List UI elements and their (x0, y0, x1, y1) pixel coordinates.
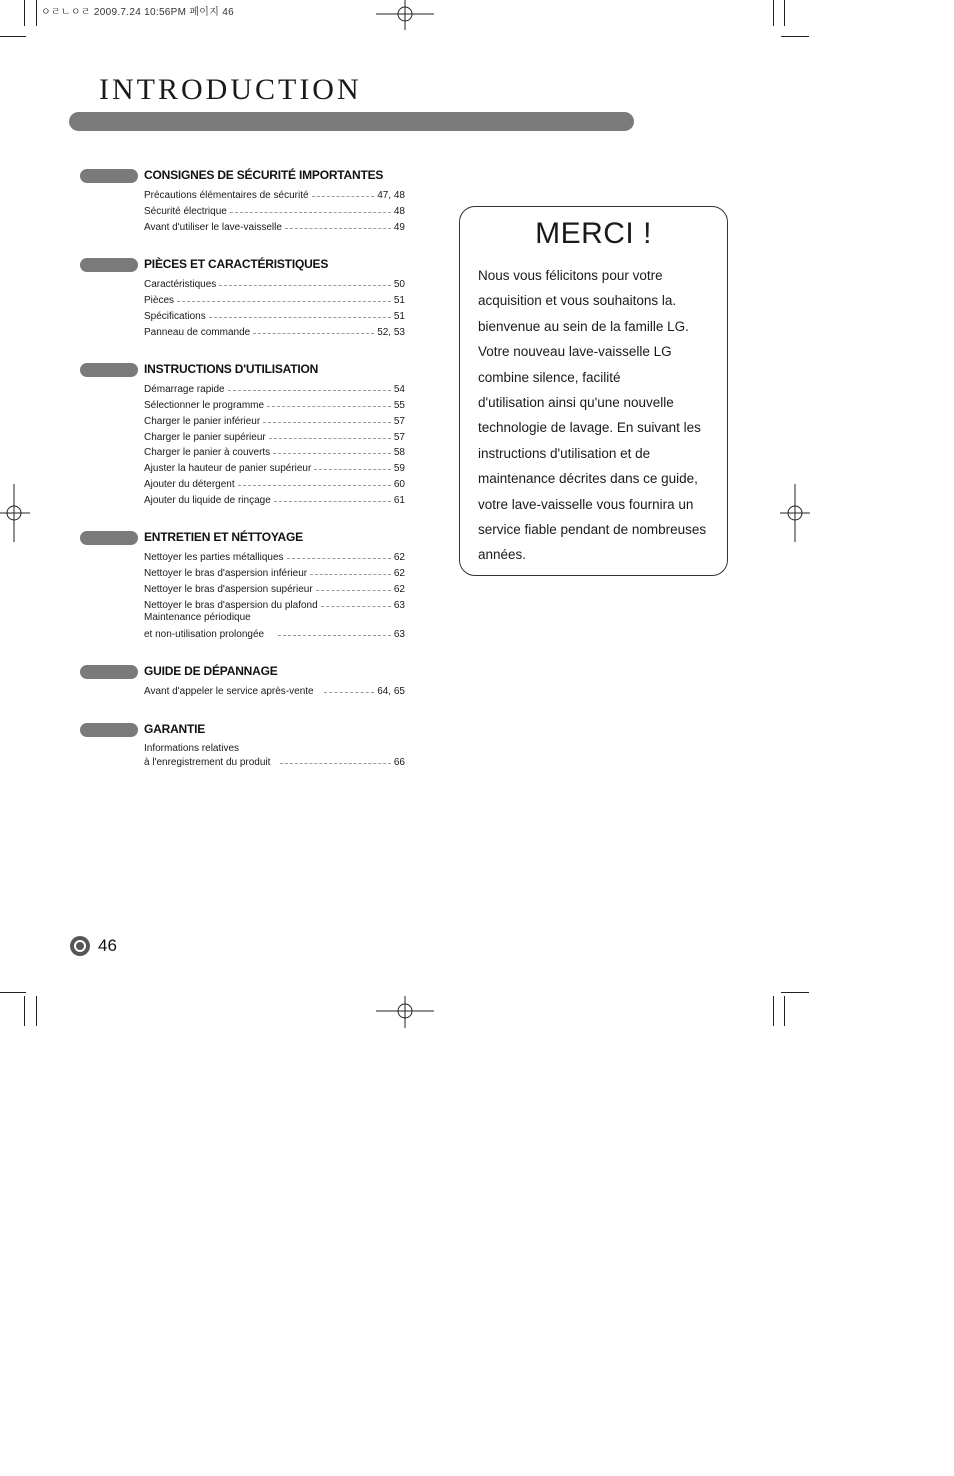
toc-entry-page: 58 (393, 446, 405, 458)
dot-leader (269, 438, 391, 439)
merci-line: service fiable pendant de nombreuses (478, 522, 707, 538)
toc-entry[interactable] (144, 755, 405, 769)
section-pill (80, 258, 138, 272)
crop-mark (784, 996, 785, 1026)
toc-entry-text: Nettoyer le bras d'aspersion du plafond (144, 599, 318, 611)
section-pill (80, 665, 138, 679)
toc-entry-text: Nettoyer les parties métalliques (144, 551, 284, 563)
toc-entry[interactable] (144, 566, 405, 580)
crop-mark (781, 992, 809, 993)
toc-entry[interactable] (144, 414, 405, 428)
dot-leader (263, 422, 391, 423)
dot-leader (312, 196, 375, 197)
toc-entry[interactable] (144, 382, 405, 396)
dot-leader (321, 606, 391, 607)
toc-entry-text: Avant d'appeler le service après-vente (144, 685, 314, 697)
toc-entry-text: à l'enregistrement du produit (144, 756, 271, 768)
dot-leader (314, 469, 391, 470)
crop-mark (773, 0, 774, 26)
crop-mark (24, 996, 25, 1026)
merci-title: MERCI ! (535, 217, 652, 250)
toc-entry-page: 57 (393, 431, 405, 443)
page-title: INTRODUCTION (99, 73, 362, 106)
dot-leader (267, 406, 391, 407)
crop-mark (24, 0, 25, 26)
section-heading: INSTRUCTIONS D'UTILISATION (144, 362, 319, 376)
toc-entry-text-line: Maintenance périodique (144, 612, 251, 623)
toc-entry-text: Ajouter du liquide de rinçage (144, 494, 271, 506)
toc-entry-text: Charger le panier inférieur (144, 415, 261, 427)
registration-mark-icon (780, 484, 810, 542)
toc-entry[interactable] (144, 493, 405, 507)
toc-entry[interactable] (144, 309, 405, 323)
section-pill (80, 169, 138, 183)
dot-leader (278, 635, 391, 636)
toc-entry-page: 47, 48 (377, 189, 405, 201)
toc-entry[interactable] (144, 550, 405, 564)
toc-entry[interactable] (144, 293, 405, 307)
toc-entry[interactable] (144, 461, 405, 475)
toc-entry-page: 49 (393, 221, 405, 233)
merci-line: bienvenue au sein de la famille LG. (478, 318, 689, 334)
merci-line: années. (478, 547, 527, 563)
toc-entry[interactable] (144, 398, 405, 412)
toc-entry-text: Nettoyer le bras d'aspersion inférieur (144, 567, 308, 579)
dot-leader (177, 301, 391, 302)
toc-entry[interactable] (144, 445, 405, 459)
title-bar (69, 112, 634, 131)
toc-entry-text: Nettoyer le bras d'aspersion supérieur (144, 583, 313, 595)
merci-line: acquisition et vous souhaitons la. (478, 293, 677, 309)
dot-leader (273, 453, 391, 454)
toc-entry-page: 66 (393, 756, 405, 768)
dot-leader (219, 285, 391, 286)
toc-entry-text: Charger le panier supérieur (144, 431, 266, 443)
dot-leader (324, 692, 375, 693)
toc-entry-text: Panneau de commande (144, 326, 251, 338)
toc-entry-text: Sélectionner le programme (144, 399, 265, 411)
toc-entry-text: Spécifications (144, 310, 206, 322)
lg-logo-icon (70, 936, 90, 956)
dot-leader (274, 501, 391, 502)
toc-entry-page: 50 (393, 278, 405, 290)
toc-entry[interactable] (144, 220, 405, 234)
toc-entry-text: Avant d'utiliser le lave-vaisselle (144, 221, 282, 233)
dot-leader (280, 763, 390, 764)
crop-mark (0, 36, 26, 37)
toc-entry[interactable] (144, 477, 405, 491)
dot-leader (287, 558, 391, 559)
toc-entry-page: 54 (393, 383, 405, 395)
merci-box (459, 206, 728, 576)
section-heading: PIÈCES ET CARACTÉRISTIQUES (144, 257, 329, 271)
toc-entry-text: Charger le panier à couverts (144, 446, 271, 458)
toc-entry[interactable] (144, 627, 405, 641)
toc-entry-page: 62 (393, 583, 405, 595)
toc-entry-page: 59 (393, 462, 405, 474)
toc-entry-text: Caractéristiques (144, 278, 217, 290)
toc-entry[interactable] (144, 325, 405, 339)
toc-entry-page: 48 (393, 205, 405, 217)
registration-mark-icon (376, 0, 434, 30)
toc-entry-page: 64, 65 (377, 685, 405, 697)
merci-text (478, 263, 723, 568)
merci-line: combine silence, facilité (478, 369, 621, 385)
toc-entry[interactable] (144, 430, 405, 444)
merci-line: instructions d'utilisation et de (478, 445, 651, 461)
crop-mark (773, 996, 774, 1026)
toc-entry-page: 60 (393, 478, 405, 490)
toc-entry-text-line: Informations relatives (144, 743, 240, 754)
section-pill (80, 531, 138, 545)
section-heading: GARANTIE (144, 722, 206, 736)
crop-mark (781, 36, 809, 37)
toc-entry-page: 63 (393, 628, 405, 640)
dot-leader (310, 574, 391, 575)
merci-line: Votre nouveau lave-vaisselle LG (478, 344, 672, 360)
toc-entry-text: Pièces (144, 294, 175, 306)
toc-entry[interactable] (144, 582, 405, 596)
toc-entry[interactable] (144, 204, 405, 218)
registration-mark-icon (376, 996, 434, 1028)
dot-leader (238, 485, 391, 486)
toc-entry-page: 62 (393, 551, 405, 563)
merci-line: maintenance décrites dans ce guide, (478, 471, 698, 487)
toc-entry-page: 55 (393, 399, 405, 411)
crop-mark (0, 992, 26, 993)
toc-entry-text: Ajuster la hauteur de panier supérieur (144, 462, 312, 474)
toc-entry-text: Démarrage rapide (144, 383, 225, 395)
page-footer (70, 936, 117, 956)
toc-entry[interactable] (144, 188, 405, 202)
section-pill (80, 723, 138, 737)
toc-entry-page: 61 (393, 494, 405, 506)
dot-leader (230, 212, 391, 213)
toc-entry-page: 57 (393, 415, 405, 427)
section-pill (80, 363, 138, 377)
section-heading: GUIDE DE DÉPANNAGE (144, 664, 278, 678)
crop-mark (36, 996, 37, 1026)
toc-entry-text: Précautions élémentaires de sécurité (144, 189, 309, 201)
toc-entry[interactable] (144, 277, 405, 291)
dot-leader (228, 390, 391, 391)
registration-mark-icon (0, 484, 30, 542)
merci-line: votre lave-vaisselle vous fournira un (478, 496, 694, 512)
toc-entry[interactable] (144, 598, 405, 612)
dot-leader (316, 590, 391, 591)
merci-line: d'utilisation ainsi qu'une nouvelle (478, 395, 674, 411)
section-heading: ENTRETIEN ET NÉTTOYAGE (144, 530, 303, 544)
dot-leader (209, 317, 391, 318)
section-heading: CONSIGNES DE SÉCURITÉ IMPORTANTES (144, 168, 384, 182)
toc-entry-text: et non-utilisation prolongée (144, 628, 265, 640)
toc-entry-page: 51 (393, 294, 405, 306)
print-header: ㅇㄹㄴㅇㄹ 2009.7.24 10:56PM 페이지 46 (41, 7, 235, 18)
toc-entry-text: Ajouter du détergent (144, 478, 235, 490)
toc-entry-text: Sécurité électrique (144, 205, 227, 217)
crop-mark (784, 0, 785, 26)
page-number: 46 (98, 936, 117, 955)
crop-mark (36, 0, 37, 26)
toc-entry[interactable] (144, 684, 405, 698)
toc-entry-page: 63 (393, 599, 405, 611)
toc-entry-page: 51 (393, 310, 405, 322)
toc-entry-page: 62 (393, 567, 405, 579)
merci-line: Nous vous félicitons pour votre (478, 268, 663, 283)
dot-leader (253, 333, 374, 334)
dot-leader (285, 228, 391, 229)
toc-entry-page: 52, 53 (377, 326, 405, 338)
merci-line: technologie de lavage. En suivant les (478, 420, 701, 436)
